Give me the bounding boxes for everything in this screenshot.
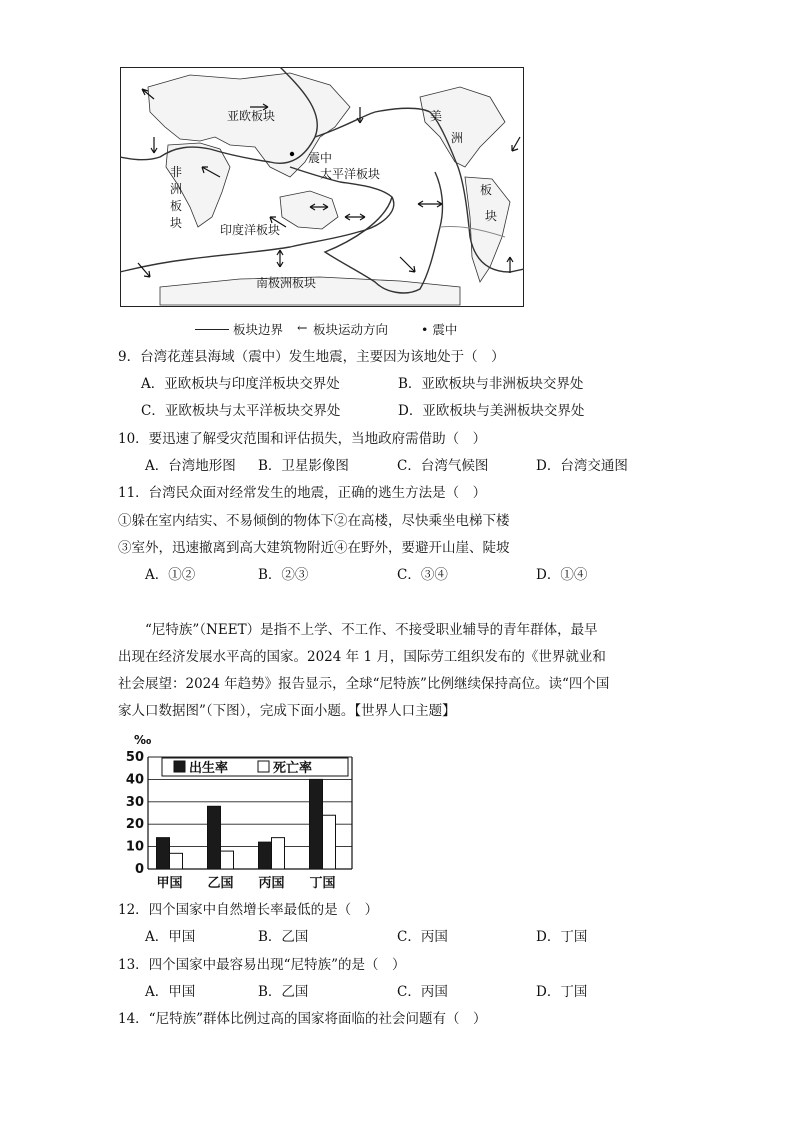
bar-birth-1 [208,806,221,869]
q11-option-b[interactable]: B．②③ [258,567,309,583]
legend-label-0: 出生率 [189,761,229,776]
q12-option-c[interactable]: C．丙国 [397,929,448,945]
x-tick-label: 丙国 [258,876,285,891]
q13-stem: 13．四个国家中最容易出现“尼特族”的是（ ） [118,957,406,973]
q13-option-c[interactable]: C．丙国 [397,984,448,1000]
q10-option-b[interactable]: B．卫星影像图 [258,458,349,474]
boundary-line-icon [195,329,229,330]
legend-direction: 板块运动方向 [313,322,389,337]
bar-death-0 [170,853,183,869]
population-chart-svg [118,730,368,892]
bar-birth-3 [310,779,323,869]
q9-option-a[interactable]: A．亚欧板块与印度洋板块交界处 [141,376,340,392]
passage-line-3: 社会展望：2024 年趋势》报告显示，全球“尼特族”比例继续保持高位。读“四个国 [118,676,610,692]
y-tick-label: 20 [125,817,144,833]
legend-boundary: 板块边界 [233,322,284,337]
q13-option-d[interactable]: D．丁国 [536,984,588,1000]
q11-statement-2: ③室外，迅速撤离到高大建筑物附近④在野外，要避开山崖、陡坡 [118,540,510,556]
passage-line-4: 家人口数据图”（下图），完成下面小题。【世界人口主题】 [118,703,456,719]
x-tick-label: 甲国 [156,876,183,891]
q10-option-a[interactable]: A．台湾地形图 [145,458,236,474]
label-africa-3: 板 [170,199,183,213]
bar-death-2 [272,838,285,869]
q10-stem: 10．要迅速了解受灾范围和评估损失，当地政府需借助（ ） [118,431,487,447]
y-tick-label: 10 [125,839,144,855]
bar-birth-0 [157,838,170,869]
passage-line-2: 出现在经济发展水平高的国家。2024 年 1 月，国际劳工组织发布的《世界就业和 [118,649,606,665]
epicenter-dot [290,152,294,156]
q13-option-a[interactable]: A．甲国 [145,984,196,1000]
label-africa-2: 洲 [170,182,183,196]
label-africa-1: 非 [170,165,183,179]
arrow-left-icon: ← [297,320,308,335]
q11-stem: 11．台湾民众面对经常发生的地震，正确的逃生方法是（ ） [118,485,487,501]
y-unit-label: ‰ [134,733,152,747]
y-tick-label: 40 [125,772,144,788]
legend-swatch-0 [174,761,185,772]
label-eurasia-plate: 亚欧板块 [227,109,276,123]
q10-option-c[interactable]: C．台湾气候图 [397,458,489,474]
q9-option-d[interactable]: D．亚欧板块与美洲板块交界处 [398,403,585,419]
bar-death-3 [323,815,336,869]
label-america-3: 板 [480,183,493,197]
legend-swatch-1 [258,761,269,772]
q10-option-d[interactable]: D．台湾交通图 [536,458,628,474]
q12-option-b[interactable]: B．乙国 [258,929,309,945]
x-tick-label: 丁国 [309,876,336,891]
label-pacific-plate: 太平洋板块 [320,167,381,181]
passage-line-1: “尼特族”（NEET）是指不上学、不工作、不接受职业辅导的青年群体，最早 [145,622,598,638]
bar-death-1 [221,851,234,869]
label-antarctic-plate: 南极洲板块 [256,276,317,290]
legend-label-1: 死亡率 [273,761,313,776]
q12-option-a[interactable]: A．甲国 [145,929,196,945]
label-epicenter: 震中 [308,151,333,165]
x-tick-label: 乙国 [207,876,234,891]
y-tick-label: 50 [125,750,144,765]
q11-option-a[interactable]: A．①② [145,567,196,583]
plate-map [120,67,524,307]
label-america-2: 洲 [451,131,464,145]
q11-option-d[interactable]: D．①④ [536,567,588,583]
y-tick-label: 30 [125,794,144,810]
label-america-4: 块 [485,209,498,223]
q9-option-c[interactable]: C．亚欧板块与太平洋板块交界处 [141,403,341,419]
q12-option-d[interactable]: D．丁国 [536,929,588,945]
q11-option-c[interactable]: C．③④ [397,567,448,583]
q9-option-b[interactable]: B．亚欧板块与非洲板块交界处 [398,376,584,392]
q14-stem: 14．“尼特族”群体比例过高的国家将面临的社会问题有（ ） [118,1011,487,1027]
map-legend [195,320,495,338]
q9-stem: 9．台湾花莲县海域（震中）发生地震，主要因为该地处于（ ） [118,349,505,365]
bar-birth-2 [259,842,272,869]
label-africa-4: 块 [170,216,183,230]
label-america-1: 美 [430,109,443,123]
population-chart [118,730,368,892]
y-tick-label: 0 [134,862,144,877]
label-indian-plate: 印度洋板块 [220,223,281,237]
q13-option-b[interactable]: B．乙国 [258,984,309,1000]
q11-statement-1: ①躲在室内结实、不易倾倒的物体下②在高楼，尽快乘坐电梯下楼 [118,513,510,529]
q12-stem: 12．四个国家中自然增长率最低的是（ ） [118,902,379,918]
legend-epicenter: • 震中 [421,322,458,337]
